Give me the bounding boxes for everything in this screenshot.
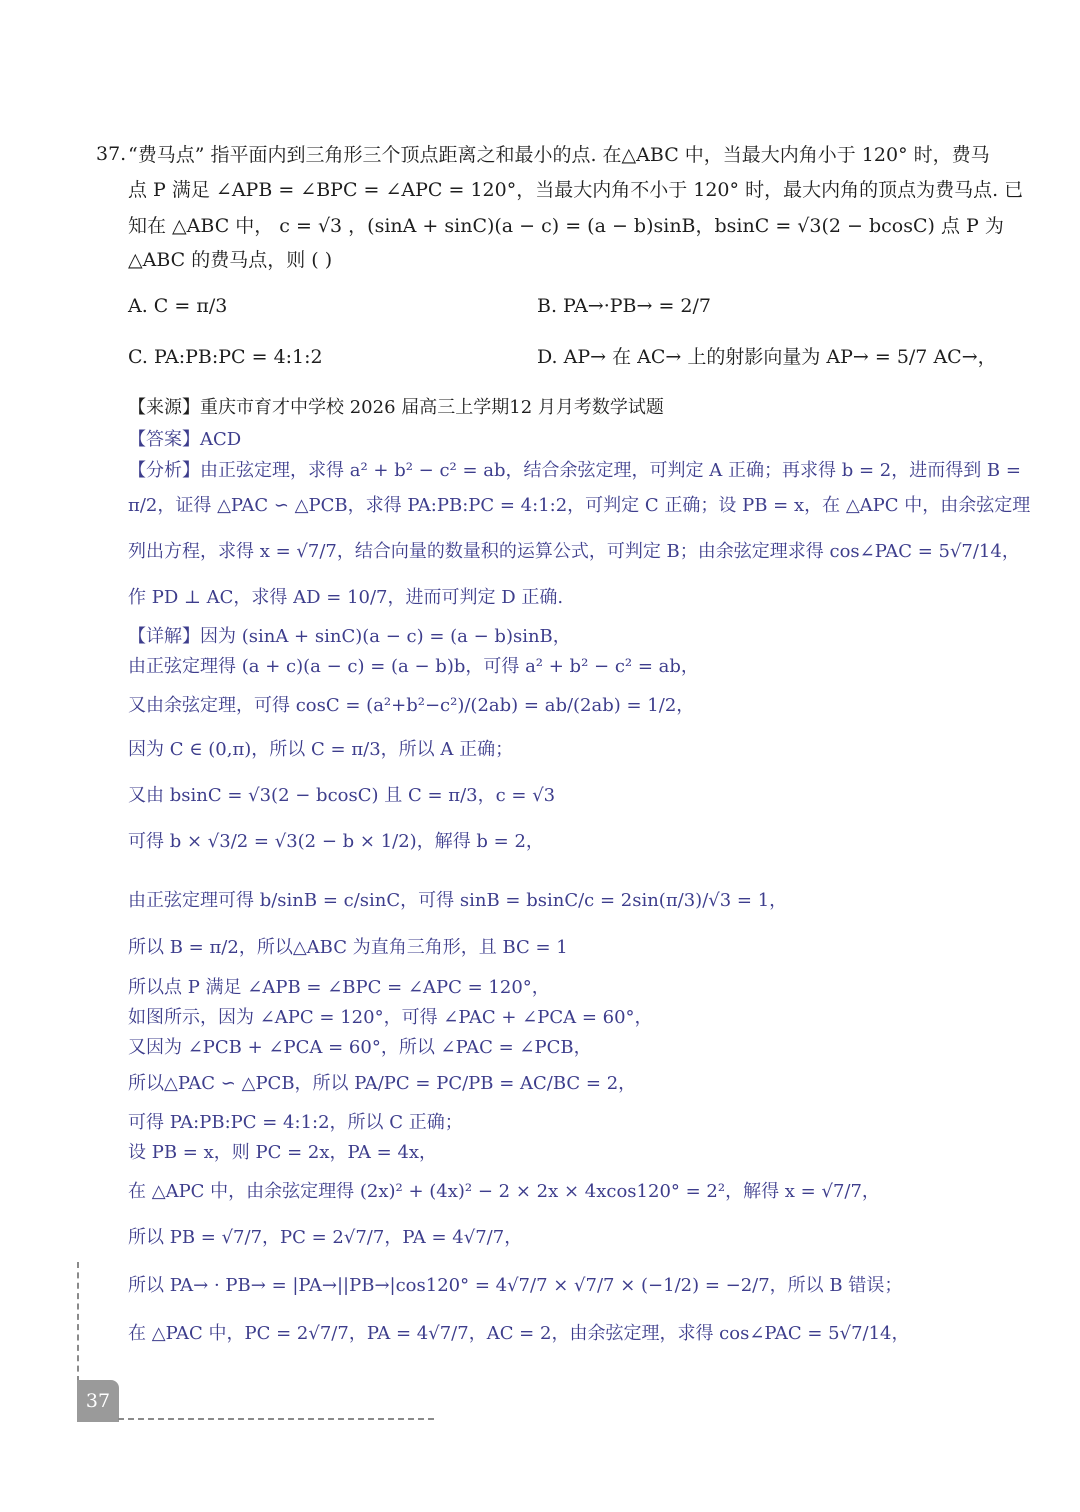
page-border-horizontal xyxy=(118,1418,434,1420)
option-b: B. PA→·PB→ = 2/7 xyxy=(537,295,712,317)
analysis-line-2: π/2，证得 △PAC ∽ △PCB，求得 PA:PB:PC = 4:1:2，可判定 C 正确；设 PB = x，在 △APC 中，由余弦定理 xyxy=(128,495,1031,516)
answer-line: 【答案】ACD xyxy=(128,429,242,450)
detail-line-11: 又因为 ∠PCB + ∠PCA = 60°，所以 ∠PAC = ∠PCB， xyxy=(128,1037,592,1058)
detail-line-4: 因为 C ∈ (0,π)，所以 C = π/3，所以 A 正确； xyxy=(128,739,514,760)
analysis-line-1: 【分析】由正弦定理，求得 a² + b² − c² = ab，结合余弦定理，可判定 A 正确；再求得 b = 2，进而得到 B = xyxy=(128,460,1021,481)
detail-line-2: 由正弦定理得 (a + c)(a − c) = (a − b)b，可得 a² + b² − c² = ab， xyxy=(128,656,699,677)
option-d: D. AP→ 在 AC→ 上的射影向量为 AP→ = 5/7 AC→， xyxy=(537,346,997,368)
source-line: 【来源】重庆市育才中学校 2026 届高三上学期12 月月考数学试题 xyxy=(128,397,664,418)
question-number: 37. xyxy=(96,143,127,165)
page-number-badge: 37 xyxy=(77,1380,119,1422)
detail-line-9: 所以点 P 满足 ∠APB = ∠BPC = ∠APC = 120°， xyxy=(128,977,550,998)
detail-line-13: 可得 PA:PB:PC = 4:1:2，所以 C 正确； xyxy=(128,1112,463,1133)
detail-line-7: 由正弦定理可得 b/sinB = c/sinC，可得 sinB = bsinC/c = 2sin(π/3)/√3 = 1， xyxy=(128,890,788,911)
question-line-1: “费马点” 指平面内到三角形三个顶点距离之和最小的点. 在△ABC 中，当最大内角小于 120° 时，费马 xyxy=(128,144,990,166)
question-line-3: 知在 △ABC 中， c = √3 ，(sinA + sinC)(a − c) = (a − b)sinB，bsinC = √3(2 − bcosC) 点 P 为 xyxy=(128,215,1004,237)
detail-line-16: 所以 PB = √7/7，PC = 2√7/7，PA = 4√7/7， xyxy=(128,1227,523,1248)
detail-line-6: 可得 b × √3/2 = √3(2 − b × 1/2)，解得 b = 2， xyxy=(128,831,544,852)
analysis-line-3: 列出方程，求得 x = √7/7，结合向量的数量积的运算公式，可判定 B；由余弦定理求得 cos∠PAC = 5√7/14， xyxy=(128,541,1020,562)
option-c: C. PA:PB:PC = 4:1:2 xyxy=(128,346,323,368)
detail-line-5: 又由 bsinC = √3(2 − bcosC) 且 C = π/3，c = √3 xyxy=(128,785,556,806)
detail-line-12: 所以△PAC ∽ △PCB，所以 PA/PC = PC/PB = AC/BC = 2， xyxy=(128,1073,637,1094)
detail-line-1: 【详解】因为 (sinA + sinC)(a − c) = (a − b)sinB， xyxy=(128,626,571,647)
analysis-line-4: 作 PD ⊥ AC，求得 AD = 10/7，进而可判定 D 正确. xyxy=(128,587,564,608)
detail-line-3: 又由余弦定理，可得 cosC = (a²+b²−c²)/(2ab) = ab/(2ab) = 1/2， xyxy=(128,695,695,716)
detail-line-8: 所以 B = π/2，所以△ABC 为直角三角形，且 BC = 1 xyxy=(128,937,568,958)
detail-line-15: 在 △APC 中，由余弦定理得 (2x)² + (4x)² − 2 × 2x × 4xcos120° = 2²，解得 x = √7/7， xyxy=(128,1181,880,1202)
question-line-4: △ABC 的费马点，则 ( ) xyxy=(128,249,333,271)
detail-line-18: 在 △PAC 中，PC = 2√7/7，PA = 4√7/7，AC = 2，由余弦定理，求得 cos∠PAC = 5√7/14， xyxy=(128,1323,910,1344)
detail-line-17: 所以 PA→ · PB→ = |PA→||PB→|cos120° = 4√7/7 × √7/7 × (−1/2) = −2/7，所以 B 错误； xyxy=(128,1275,903,1296)
question-line-2: 点 P 满足 ∠APB = ∠BPC = ∠APC = 120°，当最大内角不小于 120° 时，最大内角的顶点为费马点. 已 xyxy=(128,179,1024,201)
option-a: A. C = π/3 xyxy=(128,295,228,317)
page-border-vertical xyxy=(77,1262,79,1382)
detail-line-14: 设 PB = x，则 PC = 2x，PA = 4x， xyxy=(128,1142,438,1163)
detail-line-10: 如图所示，因为 ∠APC = 120°，可得 ∠PAC + ∠PCA = 60°， xyxy=(128,1007,653,1028)
